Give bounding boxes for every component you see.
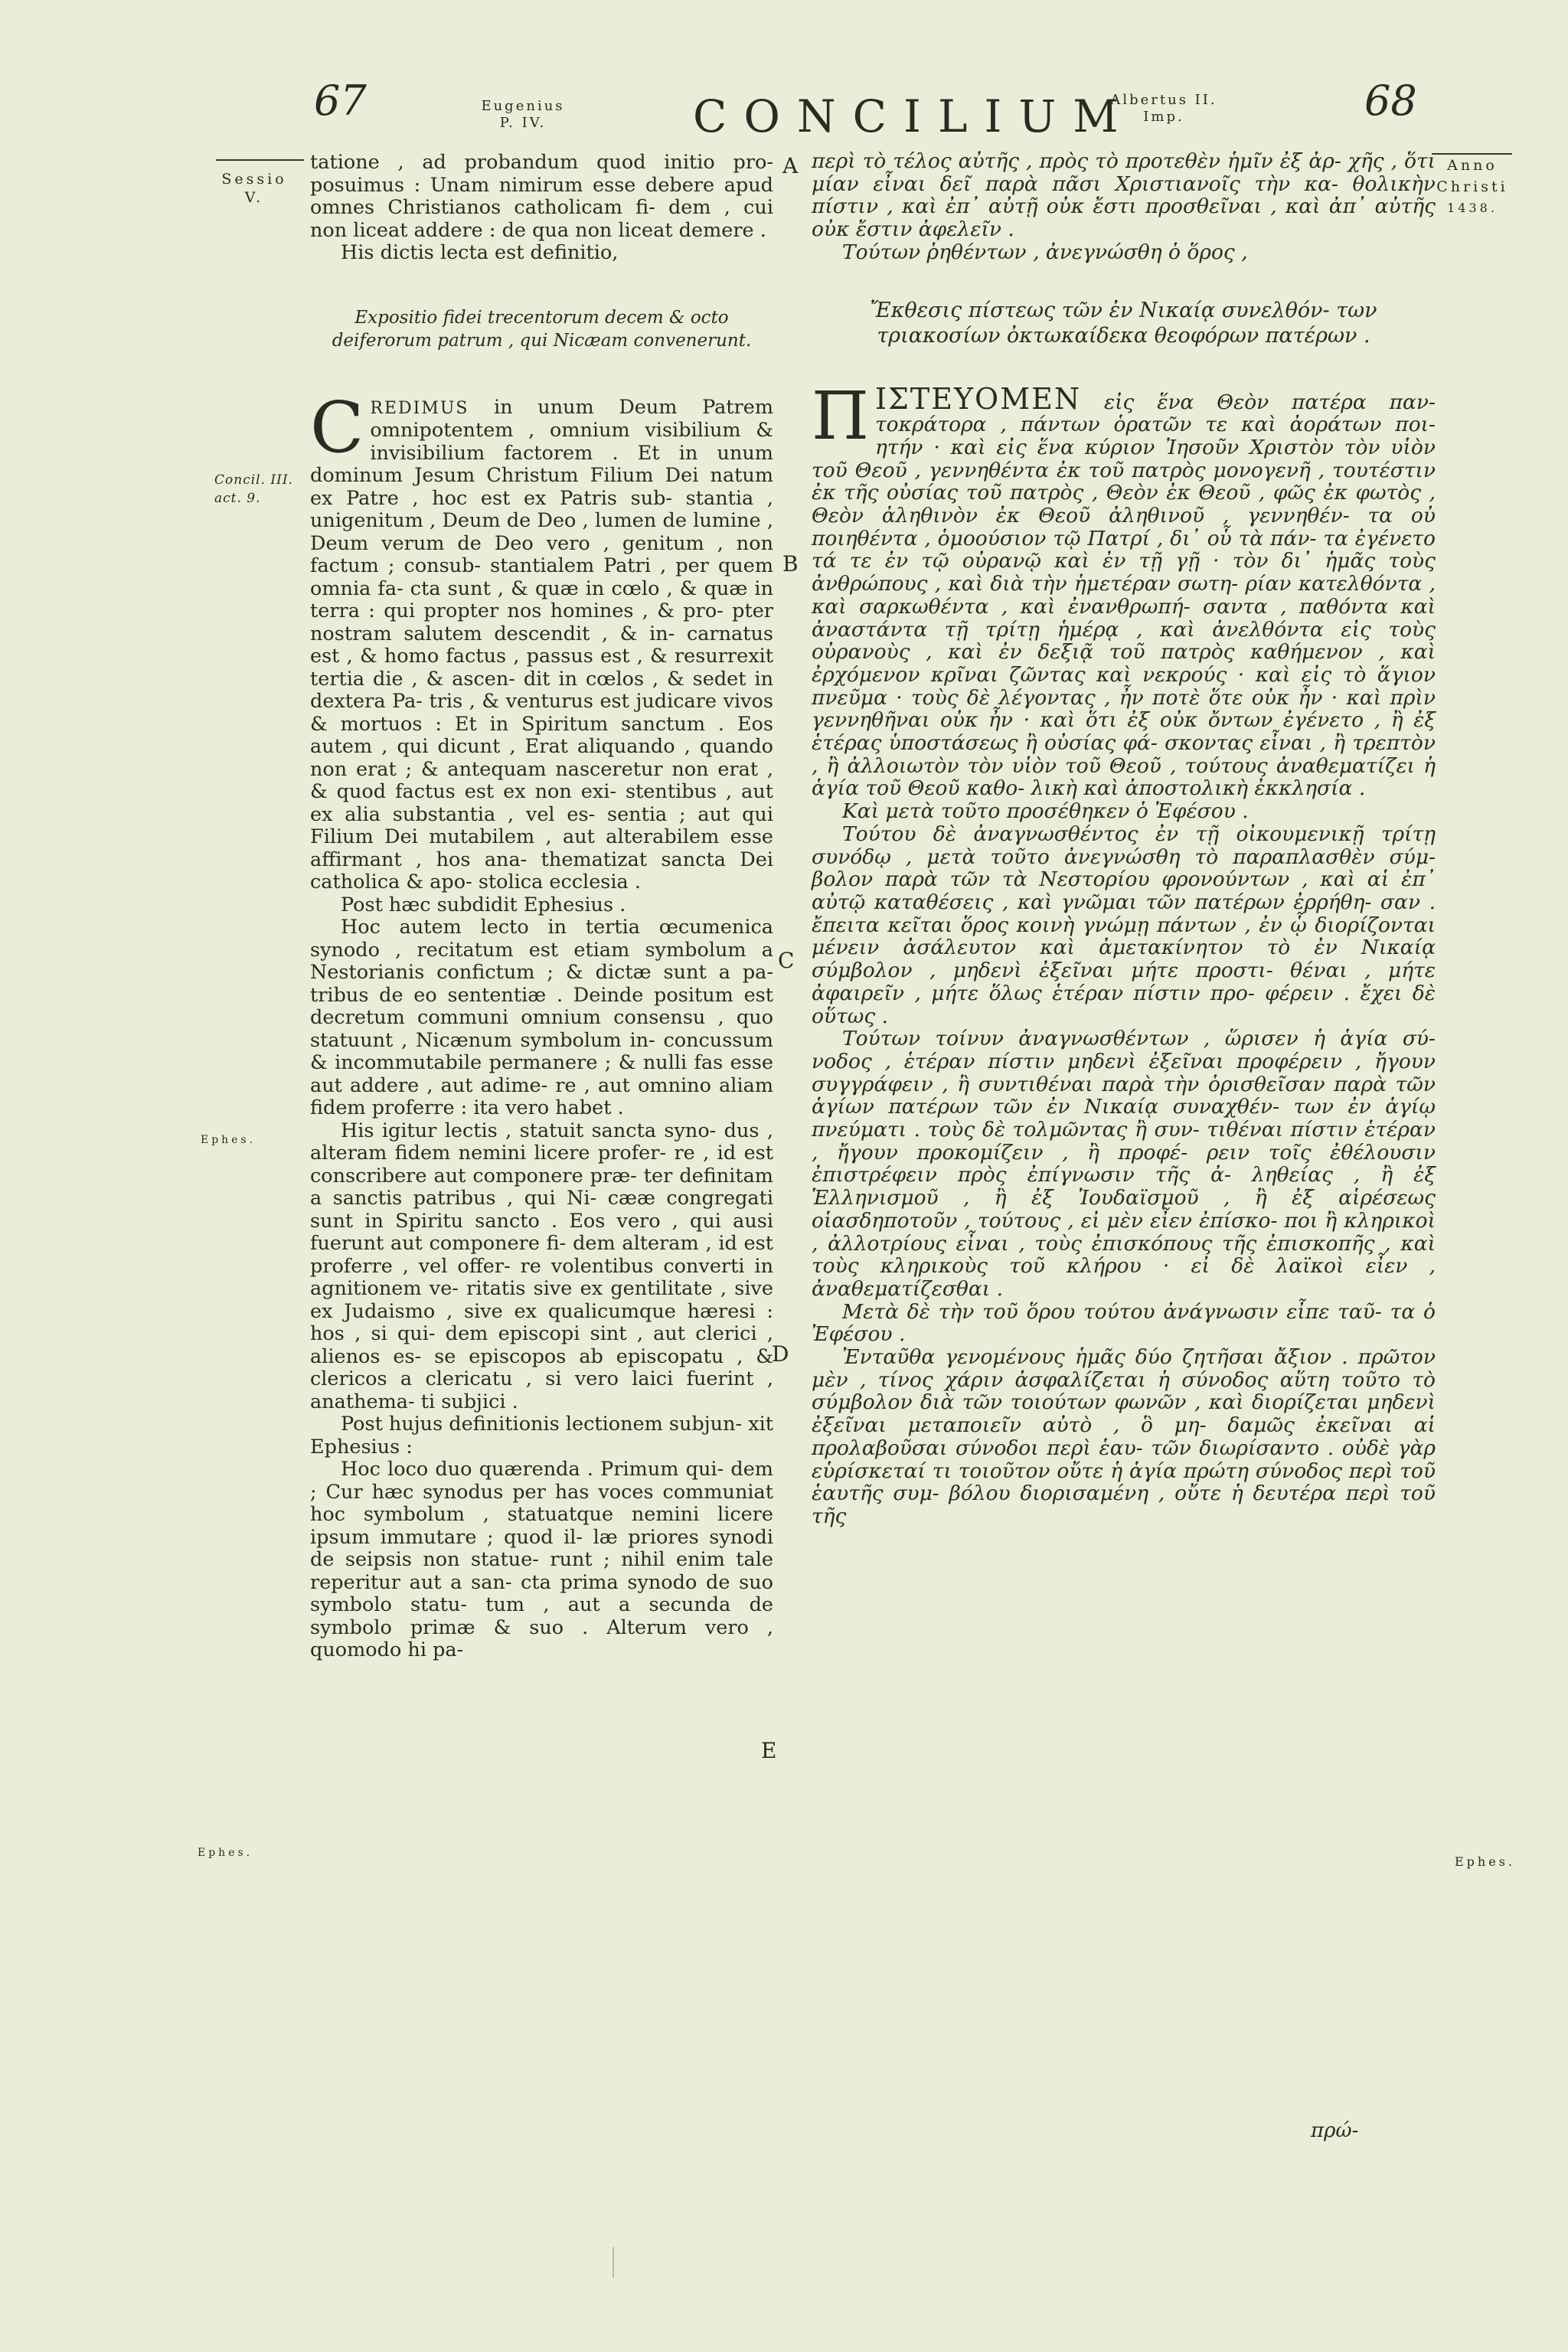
greek-paragraph-8: Ἐνταῦθα γενομένους ἡμᾶς δύο ζητῆσαι ἄξιον . πρῶτον μὲν , τίνος χάριν ἀσφαλίζεται ἡ σύνοδος αὕτη τοῦτο τὸ σύμβολον διὰ τῶν τοιούτων φωνῶν , καὶ διορίζεται μηδενὶ ἐξεῖναι μεταποιεῖν αὐτὸ , ὃ μη- δαμῶς ἐκεῖναι αἱ προλαβοῦσαι σύνοδοι περὶ ἑαυ- τῶν διωρίσαντο . οὐδὲ γὰρ εὑρίσκεταί τι τοιοῦτον οὔτε ἡ ἁγία πρώτη σύνοδος περὶ τοῦ ἑαυτῆς συμ- βόλου διορισαμένη , οὔτε ἡ δευτέρα περὶ τοῦ τῆς: [812, 1345, 1436, 1528]
latin-column: [310, 152, 773, 1662]
sessio-number: V.: [244, 189, 264, 206]
margin-note-concil: [214, 471, 293, 508]
christi-label: Christi: [1436, 178, 1508, 195]
sessio-label: Sessio: [221, 171, 287, 188]
section-letter-e: E: [761, 1738, 777, 1763]
latin-heading: Expositio fidei trecentorum decem & octo deiferorum patrum , qui Nicæam convenerunt.: [332, 307, 752, 351]
right-running-head: [1110, 92, 1217, 126]
greek-paragraph-7: Μετὰ δὲ τὴν τοῦ ὅρου τούτου ἀνάγνωσιν εἶπε ταῦ- τα ὁ Ἐφέσου .: [812, 1299, 1436, 1347]
latin-drop-cap: C: [310, 386, 364, 469]
greek-heading: Ἔκθεσις πίστεως τῶν ἐν Νικαίᾳ συνελθόν- των τριακοσίων ὀκτωκαίδεκα θεοφόρων πατέρων .: [870, 298, 1377, 348]
greek-column: [812, 150, 1436, 1528]
latin-creed: [310, 386, 773, 894]
greek-paragraph-2: Τούτων ῥηθέντων , ἀνεγνώσθη ὁ ὅρος ,: [842, 240, 1248, 264]
greek-creed-text: εἰς ἕνα Θεὸν πατέρα παν- τοκράτορα , πάντων ὁρατῶν τε καὶ ἀοράτων ποι- ητήν · καὶ εἰς ἕνα κύριον Ἰησοῦν Χριστὸν τὸν υἱὸν τοῦ Θεοῦ , γεννηθέντα ἐκ τοῦ πατρὸς μονογενῆ , τουτέστιν ἐκ τῆς οὐσίας τοῦ πατρὸς , Θεὸν ἐκ Θεοῦ , φῶς ἐκ φωτὸς , Θεὸν ἀληθινὸν ἐκ Θεοῦ ἀληθινοῦ , γεννηθέν- τα οὐ ποιηθέντα , ὁμοούσιον τῷ Πατρί , δι᾽ οὗ τὰ πάν- τα ἐγένετο τά τε ἐν τῷ οὐρανῷ καὶ ἐν τῇ γῇ · τὸν δι᾽ ἡμᾶς τοὺς ἀνθρώπους , καὶ διὰ τὴν ἡμετέραν σωτη- ρίαν κατελθόντα , καὶ σαρκωθέντα , καὶ ἐνανθρωπή- σαντα , παθόντα καὶ ἀναστάντα τῇ τρίτῃ ἡμέρᾳ , καὶ ἀνελθόντα εἰς τοὺς οὐρανοὺς , καὶ ἐν δεξιᾷ τοῦ πατρὸς καθήμενον , καὶ ἐρχόμενον κρῖναι ζῶντας καὶ νεκρούς · καὶ εἰς τὸ ἅγιον πνεῦμα · τοὺς δὲ λέγοντας , ἦν ποτὲ ὅτε οὐκ ἦν · καὶ πρὶν γεννηθῆναι οὐκ ἦν · καὶ ὅτι ἐξ οὐκ ὄντων ἐγένετο , ἢ ἐξ ἑτέρας ὑποστάσεως ἢ οὐσίας φά- σκοντας εἶναι , ἢ τρεπτὸν , ἢ ἀλλοιωτὸν τὸν υἱὸν τοῦ Θεοῦ , τούτους ἀναθεματίζει ἡ ἁγία τοῦ Θεοῦ καθο- λικὴ καὶ ἀποστολικὴ ἐκκλησία .: [812, 390, 1436, 801]
latin-paragraph-7: Post hujus definitionis lectionem subjun- xit Ephesius :: [310, 1413, 773, 1459]
running-name-right: Albertus II.: [1110, 92, 1217, 108]
greek-paragraph-5: Τούτου δὲ ἀναγνωσθέντος ἐν τῇ οἰκουμενικῇ τρίτῃ συνόδῳ , μετὰ τοῦτο ἀνεγνώσθη τὸ παραπλασθὲν σύμ- βολον παρὰ τῶν τὰ Νεστορίου φρονούντων , καὶ αἱ ἐπ᾽ αὐτῷ καταθέσεις , καὶ γνῶμαι τῶν πατέρων ἐρρήθη- σαν . ἔπειτα κεῖται ὅρος κοινὴ γνώμῃ πάντων , ἐν ᾧ διορίζονται μένειν ἀσάλευτον καὶ ἀμετακίνητον τὸ ἐν Νικαίᾳ σύμβολον , μηδενὶ ἐξεῖναι μήτε προστι- θέναι , μήτε ἀφαιρεῖν , μήτε ὅλως ἑτέραν πίστιν προ- φέρειν . ἔχει δὲ οὕτως .: [812, 822, 1436, 1028]
latin-creed-lead: REDIMUS: [370, 398, 469, 418]
running-sub-left: P. IV.: [499, 115, 547, 131]
left-page-number: 67: [314, 77, 367, 125]
running-sub-right: Imp.: [1143, 109, 1184, 125]
margin-note-ephes-1: Ephes.: [201, 1134, 256, 1146]
latin-paragraph-8: Hoc loco duo quærenda . Primum qui- dem ; Cur hæc synodus per has voces communiat hoc symbolum , statuatque nemini licere ipsum immutare ; quod il- læ priores synodi de seipsis non statue- runt ; nihil enim tale reperitur aut a san- cta prima synodo de suo symbolo statu- tum , aut a secunda de symbolo primæ & suo . Alterum vero , quomodo hi pa-: [310, 1458, 773, 1661]
margin-note-anno: [1430, 155, 1514, 219]
paper-speck: [612, 2247, 614, 2278]
right-page-number: 68: [1364, 77, 1417, 125]
concil-ref: Concil. III.: [214, 472, 293, 488]
margin-note-ephes-right: Ephes.: [1455, 1854, 1515, 1869]
latin-paragraph-6: His igitur lectis , statuit sancta syno- dus , alteram fidem nemini licere profer- re , id est conscribere aut componere præ- ter definitam a sanctis patribus , qui Ni- cææ congregati sunt in Spiritu sancto . Eos vero , qui ausi fuerunt aut componere fi- dem alteram , id est proferre , vel offer- re volentibus converti in agnitionem ve- ritatis sive ex gentilitate , sive ex Judaismo , sive ex qualicumque hæresi : hos , si qui- dem episcopi sint , aut clerici , alienos es- se episcopos ab episcopatu , & clericos a clericatu , si vero laici fuerint , anathema- ti subjici .: [310, 1119, 773, 1413]
margin-note-sessio: [201, 170, 308, 207]
section-letter-b: B: [782, 551, 799, 577]
greek-paragraph-1: περὶ τὸ τέλος αὐτῆς , πρὸς τὸ προτεθὲν ἡμῖν ἐξ ἀρ- χῆς , ὅτι μίαν εἶναι δεῖ παρὰ πᾶσι Χριστιανοῖς τὴν κα- θολικὴν πίστιν , καὶ ἐπ᾽ αὐτῇ οὐκ ἔστι προσθεῖναι , καὶ ἀπ᾽ αὐτῆς οὐκ ἔστιν ἀφελεῖν .: [812, 149, 1436, 242]
latin-paragraph-2: His dictis lecta est definitio,: [341, 241, 619, 264]
greek-creed: [812, 377, 1436, 801]
anno-label: Anno: [1447, 157, 1498, 174]
left-margin-rule: [216, 159, 304, 161]
section-letter-c: C: [778, 948, 795, 973]
section-letter-d: D: [772, 1341, 789, 1367]
section-letter-a: A: [782, 153, 799, 178]
greek-paragraph-4: Καὶ μετὰ τοῦτο προσέθηκεν ὁ Ἐφέσου .: [842, 799, 1249, 824]
greek-creed-lead: ΙΣΤΕΥΟΜΕΝ: [875, 381, 1082, 416]
latin-paragraph-1: tatione , ad probandum quod initio pro- posuimus : Unam nimirum esse debere apud omnes Christianos catholicam fi- dem , cui non liceat addere : de qua non liceat demere .: [310, 151, 773, 242]
latin-paragraph-5: Hoc autem lecto in tertia œcumenica synodo , recitatum est etiam symbolum a Nestorianis confictum ; & dictæ sunt a pa- tribus de eo sententiæ . Deinde positum est decretum communi omnium consensu , quo statuunt , Nicænum symbolum in- concussum & incommutabile permanere ; & nulli fas esse aut addere , aut adime- re , aut omnino aliam fidem proferre : ita vero habet .: [310, 916, 773, 1119]
left-running-head: [481, 98, 565, 132]
margin-note-ephes-2: Ephes.: [198, 1847, 253, 1859]
page-title: CONCILIUM: [693, 90, 1135, 142]
greek-drop-cap: Π: [812, 377, 869, 455]
act-ref: act. 9.: [214, 491, 261, 506]
year-label: 1438.: [1447, 201, 1498, 215]
greek-paragraph-6: Τούτων τοίνυν ἀναγνωσθέντων , ὥρισεν ἡ ἁγία σύ- νοδος , ἑτέραν πίστιν μηδενὶ ἐξεῖναι προφέρειν , ἤγουν συγγράφειν , ἢ συντιθέναι παρὰ τὴν ὁρισθεῖσαν παρὰ τῶν ἁγίων πατέρων τῶν ἐν Νικαίᾳ συναχθέν- των ἐν ἁγίῳ πνεύματι . τοὺς δὲ τολμῶντας ἢ συν- τιθέναι πίστιν ἑτέραν , ἤγουν προκομίζειν , ἢ προφέ- ρειν τοῖς ἐθέλουσιν ἐπιστρέφειν πρὸς ἐπίγνωσιν τῆς ἀ- ληθείας , ἢ ἐξ Ἑλληνισμοῦ , ἢ ἐξ Ἰουδαϊσμοῦ , ἢ ἐξ αἱρέσεως οἱασδηποτοῦν , τούτους , εἰ μὲν εἶεν ἐπίσκο- ποι ἢ κληρικοὶ , ἀλλοτρίους εἶναι , τοὺς ἐπισκόπους τῆς ἐπισκοπῆς , καὶ τοὺς κληρικοὺς τοῦ κλήρου · εἰ δὲ λαϊκοὶ εἶεν , ἀναθεματίζεσθαι .: [812, 1027, 1436, 1301]
latin-creed-text: in unum Deum Patrem omnipotentem , omnium visibilium & invisibilium factorem . Et in unum dominum Jesum Christum Filium Dei natum ex Patre , hoc est ex Patris sub- stantia , unigenitum , Deum de Deo , lumen de lumine , Deum verum de Deo vero , genitum , non factum ; consub- stantialem Patri , per quem omnia fa- cta sunt , & quæ in cœlo , & quæ in terra : qui propter nos homines , & pro- pter nostram salutem descendit , & in- carnatus est , & homo factus , passus est , & resurrexit tertia die , & ascen- dit in cœlos , & sedet in dextera Pa- tris , & venturus est judicare vivos & mortuos : Et in Spiritum sanctum . Eos autem , qui dicunt , Erat aliquando , quando non erat ; & antequam nasceretur non erat , & quod factus est ex non exi- stentibus , aut ex alia substantia , vel es- sentia ; aut qui Filium Dei mutabilem , aut alterabilem esse affirmant , hos ana- thematizat sancta Dei catholica & apo- stolica ecclesia .: [310, 395, 773, 893]
latin-paragraph-4: Post hæc subdidit Ephesius .: [341, 893, 626, 916]
running-name-left: Eugenius: [481, 98, 565, 114]
catchword: πρώ-: [1311, 2119, 1359, 2142]
